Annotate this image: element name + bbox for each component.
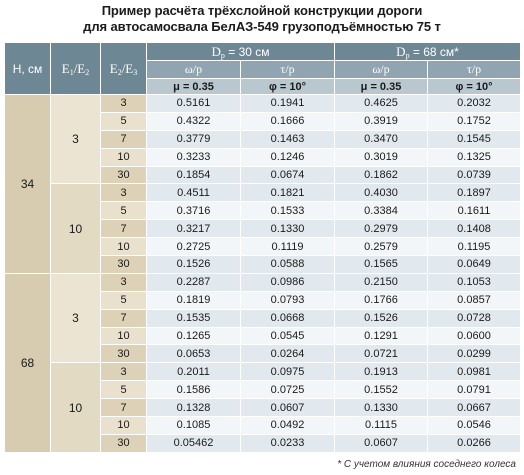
cell-tau-p-68: 0.1053	[428, 273, 521, 291]
cell-e1-e2: 3	[51, 273, 101, 362]
cell-e2-e3: 5	[101, 202, 147, 220]
cell-tau-p-68: 0.0600	[428, 327, 521, 345]
cell-h: 68	[5, 273, 51, 452]
cell-omega-p-30: 0.0653	[147, 345, 241, 363]
cell-tau-p-30: 0.0668	[241, 309, 335, 327]
cell-e2-e3: 10	[101, 148, 147, 166]
cell-tau-p-30: 0.0545	[241, 327, 335, 345]
cell-tau-p-30: 0.0725	[241, 381, 335, 399]
header-mu-2: μ = 0.35	[335, 79, 428, 95]
cell-tau-p-68: 0.0981	[428, 363, 521, 381]
cell-omega-p-68: 0.1115	[335, 417, 428, 435]
cell-omega-p-68: 0.1766	[335, 291, 428, 309]
cell-e2-e3: 3	[101, 95, 147, 113]
header-dp-68: $D_p = 68$ см*	[335, 43, 521, 61]
header-e1-e2: $E_1/E_2$	[51, 43, 101, 95]
cell-tau-p-30: 0.1533	[241, 202, 335, 220]
cell-omega-p-68: 0.4625	[335, 95, 428, 113]
cell-omega-p-68: 0.2979	[335, 220, 428, 238]
cell-tau-p-30: 0.0607	[241, 399, 335, 417]
cell-omega-p-30: 0.4511	[147, 184, 241, 202]
cell-omega-p-68: 0.0721	[335, 345, 428, 363]
cell-tau-p-68: 0.1195	[428, 238, 521, 256]
cell-omega-p-30: 0.2011	[147, 363, 241, 381]
cell-tau-p-68: 0.0791	[428, 381, 521, 399]
cell-tau-p-30: 0.0492	[241, 417, 335, 435]
cell-tau-p-68: 0.0546	[428, 417, 521, 435]
cell-omega-p-30: 0.1854	[147, 166, 241, 184]
cell-e1-e2: 3	[51, 95, 101, 184]
cell-omega-p-68: 0.0607	[335, 434, 428, 452]
cell-omega-p-68: 0.1291	[335, 327, 428, 345]
cell-e2-e3: 30	[101, 166, 147, 184]
footnote: * С учетом влияния соседнего колеса	[337, 459, 516, 470]
cell-omega-p-68: 0.1526	[335, 309, 428, 327]
calculation-table	[4, 42, 521, 453]
cell-omega-p-68: 0.3470	[335, 130, 428, 148]
cell-e2-e3: 30	[101, 256, 147, 274]
cell-tau-p-30: 0.1119	[241, 238, 335, 256]
header-mu-1: μ = 0.35	[147, 79, 241, 95]
cell-e2-e3: 5	[101, 381, 147, 399]
cell-tau-p-68: 0.0667	[428, 399, 521, 417]
cell-e2-e3: 30	[101, 345, 147, 363]
table-body	[5, 95, 521, 453]
cell-omega-p-30: 0.05462	[147, 434, 241, 452]
cell-tau-p-68: 0.1752	[428, 112, 521, 130]
cell-tau-p-30: 0.0986	[241, 273, 335, 291]
cell-tau-p-68: 0.1325	[428, 148, 521, 166]
cell-tau-p-30: 0.1941	[241, 95, 335, 113]
cell-omega-p-68: 0.3384	[335, 202, 428, 220]
cell-tau-p-68: 0.0266	[428, 434, 521, 452]
cell-tau-p-68: 0.0649	[428, 256, 521, 274]
cell-tau-p-30: 0.1330	[241, 220, 335, 238]
cell-omega-p-30: 0.1586	[147, 381, 241, 399]
cell-e2-e3: 7	[101, 220, 147, 238]
cell-tau-p-68: 0.0299	[428, 345, 521, 363]
cell-h: 34	[5, 95, 51, 274]
cell-omega-p-68: 0.2579	[335, 238, 428, 256]
header-phi-1: φ = 10°	[241, 79, 335, 95]
cell-tau-p-30: 0.0975	[241, 363, 335, 381]
header-e2-e3: $E_2/E_3$	[101, 43, 147, 95]
cell-tau-p-30: 0.1666	[241, 112, 335, 130]
cell-e1-e2: 10	[51, 363, 101, 452]
cell-omega-p-30: 0.1265	[147, 327, 241, 345]
header-tau-p-2: τ/p	[428, 61, 521, 79]
cell-tau-p-68: 0.0857	[428, 291, 521, 309]
cell-omega-p-30: 0.1085	[147, 417, 241, 435]
cell-e2-e3: 7	[101, 399, 147, 417]
cell-omega-p-30: 0.1535	[147, 309, 241, 327]
table-row	[5, 273, 521, 291]
table-row	[5, 184, 521, 202]
cell-tau-p-68: 0.1408	[428, 220, 521, 238]
cell-e2-e3: 10	[101, 417, 147, 435]
cell-tau-p-30: 0.0793	[241, 291, 335, 309]
cell-omega-p-30: 0.2725	[147, 238, 241, 256]
cell-omega-p-68: 0.1565	[335, 256, 428, 274]
cell-e2-e3: 7	[101, 130, 147, 148]
cell-tau-p-30: 0.0233	[241, 434, 335, 452]
cell-tau-p-30: 0.1821	[241, 184, 335, 202]
cell-tau-p-30: 0.0588	[241, 256, 335, 274]
cell-omega-p-68: 0.1913	[335, 363, 428, 381]
cell-tau-p-30: 0.1246	[241, 148, 335, 166]
cell-omega-p-30: 0.5161	[147, 95, 241, 113]
header-h: H, см	[5, 43, 51, 95]
cell-omega-p-30: 0.3233	[147, 148, 241, 166]
header-dp-30: $D_p = 30$ см	[147, 43, 335, 61]
header-phi-2: φ = 10°	[428, 79, 521, 95]
cell-e2-e3: 10	[101, 327, 147, 345]
cell-tau-p-30: 0.1463	[241, 130, 335, 148]
table-title	[0, 0, 524, 39]
title-line-1: Пример расчёта трёхслойной конструкции дороги	[101, 3, 423, 18]
cell-omega-p-68: 0.1552	[335, 381, 428, 399]
cell-tau-p-68: 0.1611	[428, 202, 521, 220]
cell-e2-e3: 30	[101, 434, 147, 452]
cell-e2-e3: 3	[101, 273, 147, 291]
header-omega-p-2: ω/p	[335, 61, 428, 79]
cell-omega-p-30: 0.1328	[147, 399, 241, 417]
cell-e2-e3: 5	[101, 112, 147, 130]
cell-omega-p-68: 0.1330	[335, 399, 428, 417]
cell-omega-p-68: 0.4030	[335, 184, 428, 202]
cell-omega-p-68: 0.1862	[335, 166, 428, 184]
title-line-2: для автосамосвала БелАЗ-549 грузоподъёмностью 75 т	[83, 19, 441, 34]
header-tau-p-1: τ/p	[241, 61, 335, 79]
cell-e2-e3: 5	[101, 291, 147, 309]
table-row	[5, 363, 521, 381]
cell-omega-p-30: 0.3716	[147, 202, 241, 220]
table-row	[5, 95, 521, 113]
cell-tau-p-30: 0.0674	[241, 166, 335, 184]
cell-e2-e3: 7	[101, 309, 147, 327]
cell-omega-p-68: 0.2150	[335, 273, 428, 291]
cell-omega-p-30: 0.1526	[147, 256, 241, 274]
cell-e1-e2: 10	[51, 184, 101, 273]
cell-omega-p-30: 0.1819	[147, 291, 241, 309]
cell-omega-p-30: 0.2287	[147, 273, 241, 291]
cell-tau-p-30: 0.0264	[241, 345, 335, 363]
header-omega-p-1: ω/p	[147, 61, 241, 79]
cell-omega-p-68: 0.3919	[335, 112, 428, 130]
cell-omega-p-68: 0.3019	[335, 148, 428, 166]
cell-omega-p-30: 0.3779	[147, 130, 241, 148]
cell-tau-p-68: 0.0739	[428, 166, 521, 184]
cell-omega-p-30: 0.3217	[147, 220, 241, 238]
cell-omega-p-30: 0.4322	[147, 112, 241, 130]
cell-tau-p-68: 0.1897	[428, 184, 521, 202]
cell-e2-e3: 10	[101, 238, 147, 256]
cell-e2-e3: 3	[101, 363, 147, 381]
cell-tau-p-68: 0.0728	[428, 309, 521, 327]
cell-tau-p-68: 0.2032	[428, 95, 521, 113]
cell-tau-p-68: 0.1545	[428, 130, 521, 148]
cell-e2-e3: 3	[101, 184, 147, 202]
